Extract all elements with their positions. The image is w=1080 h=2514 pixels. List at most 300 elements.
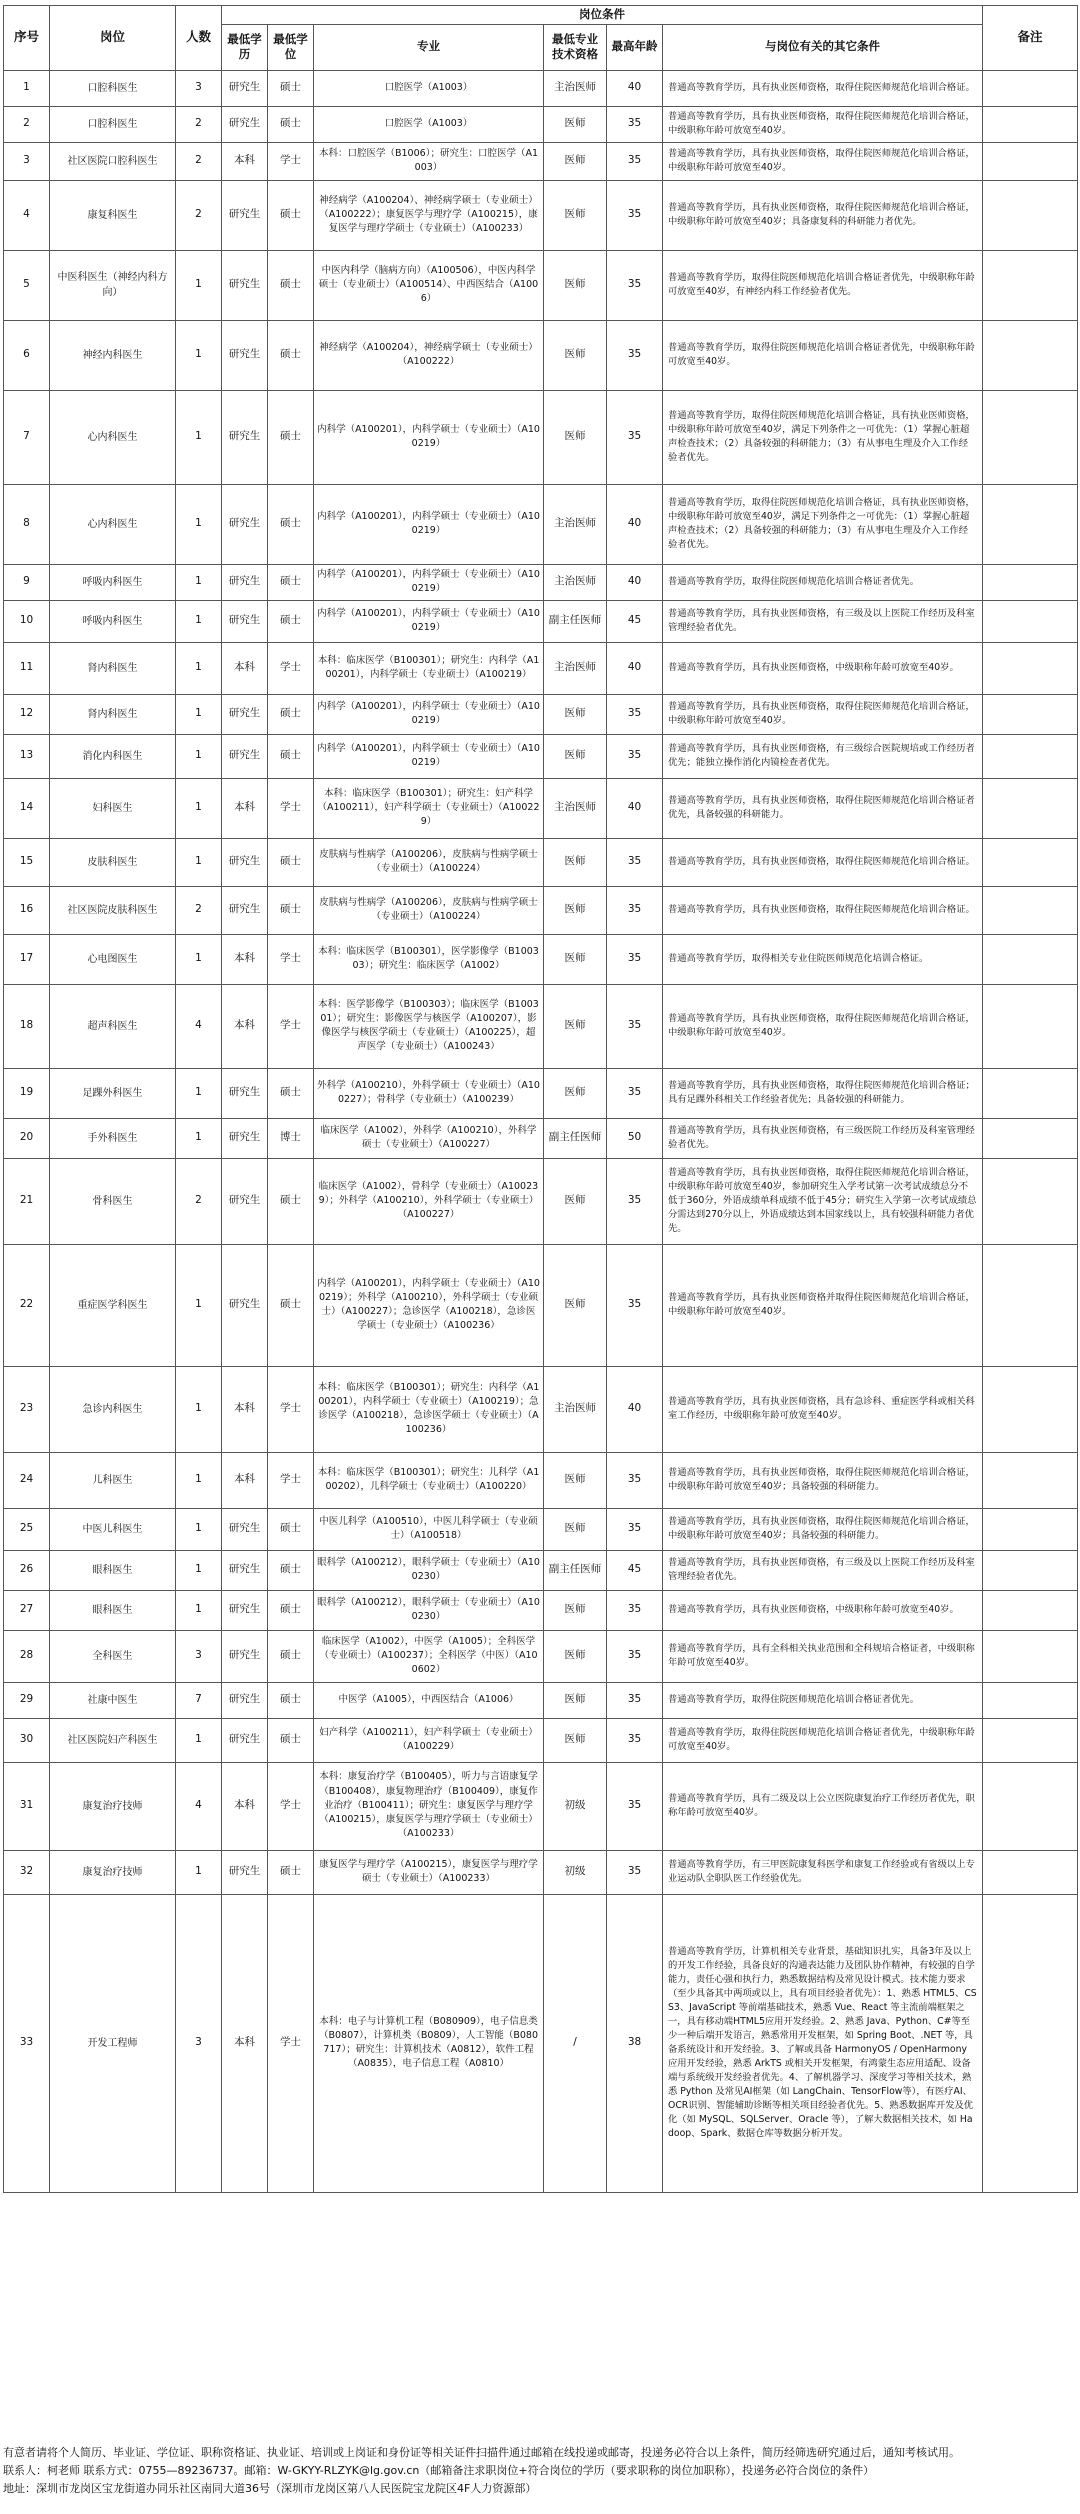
cell-major: 本科：电子与计算机工程（B080909），电子信息类（B0807），计算机类（B0809），人工智能（B080717）；研究生：计算机技术（A0812），软件工程（A0835），电子信息工程（A0810） xyxy=(314,1894,544,2192)
cell-position: 急诊内科医生 xyxy=(50,1366,176,1452)
cell-remark xyxy=(983,934,1078,984)
cell-degree: 硕士 xyxy=(268,838,314,886)
cell-tech-qualification: / xyxy=(544,1894,607,2192)
cell-count: 7 xyxy=(176,1682,222,1718)
cell-tech-qualification: 医师 xyxy=(544,1682,607,1718)
cell-other-conditions: 普通高等教育学历，具有执业医师资格，有三级及以上医院工作经历及科室管理经验者优先。 xyxy=(663,600,983,642)
table-row xyxy=(4,1158,1078,1244)
cell-tech-qualification: 医师 xyxy=(544,106,607,142)
cell-tech-qualification: 副主任医师 xyxy=(544,1550,607,1590)
cell-remark xyxy=(983,1508,1078,1550)
cell-seq: 26 xyxy=(4,1550,50,1590)
cell-tech-qualification: 医师 xyxy=(544,142,607,180)
cell-other-conditions: 普通高等教育学历，具有执业医师资格，中级职称年龄可放宽至40岁。 xyxy=(663,642,983,694)
cell-position: 足踝外科医生 xyxy=(50,1068,176,1118)
cell-remark xyxy=(983,1630,1078,1682)
cell-count: 1 xyxy=(176,250,222,320)
cell-max-age: 40 xyxy=(607,778,663,838)
cell-degree: 硕士 xyxy=(268,70,314,106)
cell-max-age: 35 xyxy=(607,1158,663,1244)
header-count: 人数 xyxy=(176,6,222,71)
cell-position: 肾内科医生 xyxy=(50,694,176,734)
cell-position: 社康中医生 xyxy=(50,1682,176,1718)
cell-degree: 硕士 xyxy=(268,250,314,320)
cell-position: 开发工程师 xyxy=(50,1894,176,2192)
cell-max-age: 35 xyxy=(607,1850,663,1894)
table-row xyxy=(4,1894,1078,2192)
cell-count: 3 xyxy=(176,1630,222,1682)
cell-tech-qualification: 主治医师 xyxy=(544,484,607,564)
cell-position: 神经内科医生 xyxy=(50,320,176,390)
cell-remark xyxy=(983,106,1078,142)
cell-count: 1 xyxy=(176,1244,222,1366)
table-row xyxy=(4,1850,1078,1894)
cell-count: 1 xyxy=(176,1068,222,1118)
cell-tech-qualification: 医师 xyxy=(544,886,607,934)
cell-major: 本科：临床医学（B100301）；研究生：儿科学（A100202），儿科学硕士（专业硕士）（A100220） xyxy=(314,1452,544,1508)
cell-max-age: 35 xyxy=(607,1068,663,1118)
table-row xyxy=(4,778,1078,838)
cell-position: 口腔科医生 xyxy=(50,106,176,142)
table-row xyxy=(4,694,1078,734)
cell-max-age: 40 xyxy=(607,564,663,600)
cell-education: 研究生 xyxy=(222,250,268,320)
cell-other-conditions: 普通高等教育学历，取得住院医师规范化培训合格证，具有执业医师资格，中级职称年龄可放宽至40岁，满足下列条件之一可优先：（1）掌握心脏超声检查技术；（2）具备较强的科研能力；（3）有从事电生理及介入工作经验者优先。 xyxy=(663,390,983,484)
header-remark: 备注 xyxy=(983,6,1078,71)
cell-remark xyxy=(983,320,1078,390)
cell-degree: 硕士 xyxy=(268,484,314,564)
cell-position: 康复治疗技师 xyxy=(50,1762,176,1850)
cell-seq: 2 xyxy=(4,106,50,142)
cell-seq: 24 xyxy=(4,1452,50,1508)
cell-remark xyxy=(983,1850,1078,1894)
cell-count: 1 xyxy=(176,1718,222,1762)
table-row xyxy=(4,1508,1078,1550)
table-row xyxy=(4,934,1078,984)
cell-position: 皮肤科医生 xyxy=(50,838,176,886)
header-major: 专业 xyxy=(314,24,544,70)
cell-position: 超声科医生 xyxy=(50,984,176,1068)
cell-position: 心内科医生 xyxy=(50,484,176,564)
cell-max-age: 35 xyxy=(607,1718,663,1762)
cell-seq: 15 xyxy=(4,838,50,886)
cell-remark xyxy=(983,1550,1078,1590)
cell-education: 研究生 xyxy=(222,180,268,250)
cell-seq: 16 xyxy=(4,886,50,934)
cell-tech-qualification: 医师 xyxy=(544,1718,607,1762)
cell-count: 1 xyxy=(176,778,222,838)
cell-major: 口腔医学（A1003） xyxy=(314,106,544,142)
cell-position: 社区医院皮肤科医生 xyxy=(50,886,176,934)
cell-education: 研究生 xyxy=(222,1850,268,1894)
cell-seq: 32 xyxy=(4,1850,50,1894)
table-row xyxy=(4,1590,1078,1630)
cell-max-age: 35 xyxy=(607,106,663,142)
cell-remark xyxy=(983,1118,1078,1158)
header-position: 岗位 xyxy=(50,6,176,71)
cell-other-conditions: 普通高等教育学历，具有执业医师资格，有三级综合医院规培或工作经历者优先；能独立操作消化内镜检查者优先。 xyxy=(663,734,983,778)
cell-major: 妇产科学（A100211），妇产科学硕士（专业硕士）（A100229） xyxy=(314,1718,544,1762)
cell-position: 全科医生 xyxy=(50,1630,176,1682)
cell-degree: 硕士 xyxy=(268,180,314,250)
cell-other-conditions: 普通高等教育学历，具有执业医师资格，取得住院医师规范化培训合格证，中级职称年龄可放宽至40岁。 xyxy=(663,106,983,142)
cell-major: 临床医学（A1002），外科学（A100210），外科学硕士（专业硕士）（A100227） xyxy=(314,1118,544,1158)
header-other-conditions: 与岗位有关的其它条件 xyxy=(663,24,983,70)
cell-seq: 9 xyxy=(4,564,50,600)
cell-tech-qualification: 医师 xyxy=(544,734,607,778)
cell-major: 临床医学（A1002），中医学（A1005）；全科医学（专业硕士）（A100237）；全科医学（中医）（A100602） xyxy=(314,1630,544,1682)
contact-footer xyxy=(3,2444,1077,2498)
cell-tech-qualification: 主治医师 xyxy=(544,642,607,694)
cell-count: 3 xyxy=(176,70,222,106)
cell-education: 研究生 xyxy=(222,390,268,484)
cell-major: 中医儿科学（A100510），中医儿科学硕士（专业硕士）（A100518） xyxy=(314,1508,544,1550)
table-row xyxy=(4,320,1078,390)
table-row xyxy=(4,142,1078,180)
cell-count: 2 xyxy=(176,180,222,250)
cell-other-conditions: 普通高等教育学历，取得相关专业住院医师规范化培训合格证。 xyxy=(663,934,983,984)
table-row xyxy=(4,984,1078,1068)
cell-major: 皮肤病与性病学（A100206），皮肤病与性病学硕士（专业硕士）（A100224） xyxy=(314,838,544,886)
cell-other-conditions: 普通高等教育学历，具有执业医师资格，具有急诊科、重症医学科或相关科室工作经历，中级职称年龄可放宽至40岁。 xyxy=(663,1366,983,1452)
cell-education: 研究生 xyxy=(222,1158,268,1244)
cell-degree: 硕士 xyxy=(268,1630,314,1682)
cell-seq: 28 xyxy=(4,1630,50,1682)
cell-tech-qualification: 医师 xyxy=(544,1068,607,1118)
cell-position: 心电图医生 xyxy=(50,934,176,984)
cell-seq: 23 xyxy=(4,1366,50,1452)
cell-count: 1 xyxy=(176,600,222,642)
cell-other-conditions: 普通高等教育学历，具有二级及以上公立医院康复治疗工作经历者优先，职称年龄可放宽至40岁。 xyxy=(663,1762,983,1850)
cell-tech-qualification: 副主任医师 xyxy=(544,1118,607,1158)
cell-count: 4 xyxy=(176,1762,222,1850)
cell-degree: 硕士 xyxy=(268,886,314,934)
cell-count: 1 xyxy=(176,1550,222,1590)
cell-count: 1 xyxy=(176,390,222,484)
cell-education: 研究生 xyxy=(222,564,268,600)
cell-major: 口腔医学（A1003） xyxy=(314,70,544,106)
cell-remark xyxy=(983,1894,1078,2192)
cell-max-age: 35 xyxy=(607,1762,663,1850)
cell-max-age: 35 xyxy=(607,250,663,320)
cell-major: 中医学（A1005），中西医结合（A1006） xyxy=(314,1682,544,1718)
cell-max-age: 35 xyxy=(607,984,663,1068)
cell-max-age: 35 xyxy=(607,694,663,734)
cell-remark xyxy=(983,642,1078,694)
cell-education: 本科 xyxy=(222,1762,268,1850)
cell-education: 研究生 xyxy=(222,1550,268,1590)
cell-remark xyxy=(983,390,1078,484)
address: 地址：深圳市龙岗区宝龙街道办同乐社区南同大道36号（深圳市龙岗区第八人民医院宝龙院区4F人力资源部） xyxy=(3,2482,537,2495)
cell-tech-qualification: 医师 xyxy=(544,1630,607,1682)
cell-count: 1 xyxy=(176,1508,222,1550)
cell-seq: 17 xyxy=(4,934,50,984)
cell-remark xyxy=(983,984,1078,1068)
cell-count: 2 xyxy=(176,886,222,934)
cell-tech-qualification: 主治医师 xyxy=(544,70,607,106)
cell-remark xyxy=(983,1068,1078,1118)
cell-degree: 学士 xyxy=(268,1366,314,1452)
cell-remark xyxy=(983,600,1078,642)
cell-remark xyxy=(983,1244,1078,1366)
cell-max-age: 35 xyxy=(607,180,663,250)
cell-seq: 29 xyxy=(4,1682,50,1718)
table-row xyxy=(4,886,1078,934)
cell-major: 皮肤病与性病学（A100206），皮肤病与性病学硕士（专业硕士）（A100224） xyxy=(314,886,544,934)
cell-education: 本科 xyxy=(222,142,268,180)
cell-remark xyxy=(983,1452,1078,1508)
cell-count: 1 xyxy=(176,1118,222,1158)
cell-tech-qualification: 主治医师 xyxy=(544,778,607,838)
table-row xyxy=(4,1366,1078,1452)
cell-education: 本科 xyxy=(222,1894,268,2192)
cell-degree: 硕士 xyxy=(268,1682,314,1718)
cell-other-conditions: 普通高等教育学历，具有执业医师资格，取得住院医师规范化培训合格证，中级职称年龄可放宽至40岁；具备较强的科研能力。 xyxy=(663,1452,983,1508)
cell-count: 1 xyxy=(176,642,222,694)
cell-position: 骨科医生 xyxy=(50,1158,176,1244)
cell-position: 手外科医生 xyxy=(50,1118,176,1158)
cell-tech-qualification: 医师 xyxy=(544,250,607,320)
cell-position: 社区医院妇产科医生 xyxy=(50,1718,176,1762)
cell-other-conditions: 普通高等教育学历，具有执业医师资格，有三级及以上医院工作经历及科室管理经验者优先。 xyxy=(663,1550,983,1590)
header-tech-qualification: 最低专业技术资格 xyxy=(544,24,607,70)
cell-max-age: 35 xyxy=(607,934,663,984)
cell-education: 研究生 xyxy=(222,1630,268,1682)
cell-position: 妇科医生 xyxy=(50,778,176,838)
cell-degree: 博士 xyxy=(268,1118,314,1158)
header-seq: 序号 xyxy=(4,6,50,71)
cell-tech-qualification: 医师 xyxy=(544,320,607,390)
cell-degree: 硕士 xyxy=(268,1068,314,1118)
cell-education: 研究生 xyxy=(222,838,268,886)
cell-count: 1 xyxy=(176,734,222,778)
cell-education: 本科 xyxy=(222,1452,268,1508)
cell-max-age: 35 xyxy=(607,142,663,180)
cell-other-conditions: 普通高等教育学历，具有执业医师资格，取得住院医师规范化培训合格证；具有足踝外科相关工作经验者优先；具备较强的科研能力。 xyxy=(663,1068,983,1118)
cell-count: 2 xyxy=(176,1158,222,1244)
cell-count: 1 xyxy=(176,1366,222,1452)
cell-max-age: 35 xyxy=(607,1244,663,1366)
cell-remark xyxy=(983,180,1078,250)
cell-education: 本科 xyxy=(222,1366,268,1452)
cell-other-conditions: 普通高等教育学历，计算机相关专业背景，基础知识扎实，具备3年及以上的开发工作经验，具备良好的沟通表达能力及团队协作精神，有较强的自学能力，责任心强和执行力，熟悉数据结构及常见设计模式。技术能力要求（至少具备其中两项或以上，具有项目经验者优先）：1、熟悉 HTML5、CSS3、JavaScript 等前端基础技术，熟悉 Vue、React 等主流前端框架之一，具有移动端HTML5应用开发经验。2、熟悉 Java、Python、C#等至少一种后端开发语言，熟悉常用开发框架，如 Spring Boot、.NET 等，具备系统设计和开发经验。3、了解或具备 HarmonyOS / OpenHarmony 应用开发经验，熟悉 ArkTS 或相关开发框架，有鸿蒙生态应用适配、设备端与系统级开发经验者优先。4、了解机器学习、深度学习等相关技术，熟悉 Python 及常见AI框架（如 LangChain、TensorFlow等），有医疗AI、OCR识别、智能辅助诊断等相关项目经验者优先。5、熟悉数据库开发及优化（如 MySQL、SQLServer、Oracle 等），了解大数据相关技术，如 Hadoop、Spark、数据仓库等数据分析开发。 xyxy=(663,1894,983,2192)
cell-tech-qualification: 副主任医师 xyxy=(544,600,607,642)
table-row xyxy=(4,1068,1078,1118)
cell-remark xyxy=(983,694,1078,734)
cell-education: 研究生 xyxy=(222,1718,268,1762)
cell-position: 眼科医生 xyxy=(50,1550,176,1590)
cell-seq: 20 xyxy=(4,1118,50,1158)
cell-tech-qualification: 医师 xyxy=(544,694,607,734)
cell-education: 研究生 xyxy=(222,70,268,106)
cell-count: 1 xyxy=(176,934,222,984)
cell-education: 研究生 xyxy=(222,734,268,778)
cell-degree: 学士 xyxy=(268,1762,314,1850)
cell-count: 1 xyxy=(176,564,222,600)
table-row xyxy=(4,70,1078,106)
cell-education: 研究生 xyxy=(222,320,268,390)
cell-position: 儿科医生 xyxy=(50,1452,176,1508)
cell-education: 研究生 xyxy=(222,1590,268,1630)
cell-position: 康复治疗技师 xyxy=(50,1850,176,1894)
cell-seq: 18 xyxy=(4,984,50,1068)
cell-position: 康复科医生 xyxy=(50,180,176,250)
cell-major: 本科：临床医学（B100301）；研究生：妇产科学（A100211），妇产科学硕士（专业硕士）（A100229） xyxy=(314,778,544,838)
cell-max-age: 35 xyxy=(607,886,663,934)
cell-major: 内科学（A100201），内科学硕士（专业硕士）（A100219） xyxy=(314,694,544,734)
cell-other-conditions: 普通高等教育学历，具有全科相关执业范围和全科规培合格证者，中级职称年龄可放宽至40岁。 xyxy=(663,1630,983,1682)
cell-count: 1 xyxy=(176,1850,222,1894)
cell-max-age: 40 xyxy=(607,642,663,694)
table-row xyxy=(4,1244,1078,1366)
cell-major: 本科：口腔医学（B1006）；研究生：口腔医学（A1003） xyxy=(314,142,544,180)
cell-education: 研究生 xyxy=(222,694,268,734)
cell-tech-qualification: 医师 xyxy=(544,1244,607,1366)
cell-other-conditions: 普通高等教育学历，取得住院医师规范化培训合格证者优先，中级职称年龄可放宽至40岁，有神经内科工作经验者优先。 xyxy=(663,250,983,320)
cell-degree: 硕士 xyxy=(268,1550,314,1590)
cell-position: 心内科医生 xyxy=(50,390,176,484)
cell-major: 内科学（A100201），内科学硕士（专业硕士）（A100219） xyxy=(314,484,544,564)
cell-other-conditions: 普通高等教育学历，取得住院医师规范化培训合格证，具有执业医师资格，中级职称年龄可放宽至40岁，满足下列条件之一可优先：（1）掌握心脏超声检查技术；（2）具备较强的科研能力；（3）有从事电生理及介入工作经验者优先。 xyxy=(663,484,983,564)
cell-degree: 硕士 xyxy=(268,694,314,734)
cell-count: 1 xyxy=(176,1452,222,1508)
table-row xyxy=(4,180,1078,250)
cell-major: 眼科学（A100212），眼科学硕士（专业硕士）（A100230） xyxy=(314,1590,544,1630)
job-rows xyxy=(4,70,1078,2192)
cell-major: 本科：临床医学（B100301）；研究生：内科学（A100201），内科学硕士（专业硕士）（A100219）；急诊医学（A100218），急诊医学硕士（专业硕士）（A100236） xyxy=(314,1366,544,1452)
cell-position: 中医科医生（神经内科方向） xyxy=(50,250,176,320)
cell-major: 本科：临床医学（B100301）；研究生：内科学（A100201），内科学硕士（专业硕士）（A100219） xyxy=(314,642,544,694)
cell-other-conditions: 普通高等教育学历，具有执业医师资格并取得住院医师规范化培训合格证，中级职称年龄可放宽至40岁。 xyxy=(663,1244,983,1366)
cell-seq: 4 xyxy=(4,180,50,250)
cell-major: 康复医学与理疗学（A100215），康复医学与理疗学硕士（专业硕士）（A100233） xyxy=(314,1850,544,1894)
header-degree: 最低学位 xyxy=(268,24,314,70)
cell-degree: 硕士 xyxy=(268,1158,314,1244)
cell-other-conditions: 普通高等教育学历，取得住院医师规范化培训合格证者优先。 xyxy=(663,1682,983,1718)
header-conditions-group: 岗位条件 xyxy=(222,6,983,25)
cell-max-age: 45 xyxy=(607,600,663,642)
cell-seq: 25 xyxy=(4,1508,50,1550)
cell-other-conditions: 普通高等教育学历，具有执业医师资格，取得住院医师规范化培训合格证，中级职称年龄可放宽至40岁，参加研究生入学考试第一次考试成绩总分不低于360分，外语成绩单科成绩不低于45分；研究生入学第一次考试成绩总分需达到270分以上，外语成绩达到本国家线以上，具有较强科研能力者优先。 xyxy=(663,1158,983,1244)
cell-tech-qualification: 医师 xyxy=(544,390,607,484)
cell-education: 研究生 xyxy=(222,1682,268,1718)
cell-seq: 11 xyxy=(4,642,50,694)
cell-seq: 22 xyxy=(4,1244,50,1366)
table-row xyxy=(4,600,1078,642)
cell-max-age: 35 xyxy=(607,1630,663,1682)
table-row xyxy=(4,390,1078,484)
cell-remark xyxy=(983,838,1078,886)
cell-remark xyxy=(983,1158,1078,1244)
cell-education: 研究生 xyxy=(222,1244,268,1366)
cell-max-age: 35 xyxy=(607,838,663,886)
cell-tech-qualification: 医师 xyxy=(544,1590,607,1630)
cell-remark xyxy=(983,778,1078,838)
cell-max-age: 35 xyxy=(607,1590,663,1630)
cell-education: 本科 xyxy=(222,934,268,984)
cell-degree: 硕士 xyxy=(268,1508,314,1550)
cell-tech-qualification: 医师 xyxy=(544,180,607,250)
cell-other-conditions: 普通高等教育学历，具有执业医师资格，取得住院医师规范化培训合格证，中级职称年龄可放宽至40岁。 xyxy=(663,142,983,180)
cell-seq: 3 xyxy=(4,142,50,180)
cell-other-conditions: 普通高等教育学历，取得住院医师规范化培训合格证者优先。 xyxy=(663,564,983,600)
cell-other-conditions: 普通高等教育学历，具有执业医师资格，取得住院医师规范化培训合格证。 xyxy=(663,838,983,886)
cell-tech-qualification: 医师 xyxy=(544,1508,607,1550)
header-max-age: 最高年龄 xyxy=(607,24,663,70)
cell-degree: 学士 xyxy=(268,1894,314,2192)
cell-count: 1 xyxy=(176,838,222,886)
cell-remark xyxy=(983,70,1078,106)
cell-position: 重症医学科医生 xyxy=(50,1244,176,1366)
cell-remark xyxy=(983,1366,1078,1452)
cell-count: 4 xyxy=(176,984,222,1068)
cell-education: 研究生 xyxy=(222,600,268,642)
cell-education: 研究生 xyxy=(222,106,268,142)
recruitment-table xyxy=(3,5,1078,2193)
cell-degree: 硕士 xyxy=(268,734,314,778)
table-row xyxy=(4,1630,1078,1682)
cell-tech-qualification: 初级 xyxy=(544,1850,607,1894)
cell-other-conditions: 普通高等教育学历，具有执业医师资格，取得住院医师规范化培训合格证者优先，具备较强的科研能力。 xyxy=(663,778,983,838)
cell-major: 内科学（A100201），内科学硕士（专业硕士）（A100219） xyxy=(314,564,544,600)
cell-degree: 硕士 xyxy=(268,1850,314,1894)
cell-major: 内科学（A100201），内科学硕士（专业硕士）（A100219） xyxy=(314,390,544,484)
cell-seq: 13 xyxy=(4,734,50,778)
cell-other-conditions: 普通高等教育学历，具有执业医师资格，中级职称年龄可放宽至40岁。 xyxy=(663,1590,983,1630)
cell-other-conditions: 普通高等教育学历，具有执业医师资格，取得住院医师规范化培训合格证。 xyxy=(663,70,983,106)
cell-remark xyxy=(983,142,1078,180)
cell-major: 本科：康复治疗学（B100405），听力与言语康复学（B100408），康复物理治疗（B100409），康复作业治疗（B100411）；研究生：康复医学与理疗学（A100215），康复医学与理疗学硕士（专业硕士）（A100233） xyxy=(314,1762,544,1850)
cell-max-age: 50 xyxy=(607,1118,663,1158)
cell-major: 内科学（A100201），内科学硕士（专业硕士）（A100219）；外科学（A100210），外科学硕士（专业硕士）（A100227）；急诊医学（A100218），急诊医学硕士（专业硕士）（A100236） xyxy=(314,1244,544,1366)
cell-position: 眼科医生 xyxy=(50,1590,176,1630)
cell-degree: 硕士 xyxy=(268,600,314,642)
cell-seq: 14 xyxy=(4,778,50,838)
application-note: 有意者请将个人简历、毕业证、学位证、职称资格证、执业证、培训或上岗证和身份证等相关证件扫描件通过邮箱在线投递或邮寄，投递务必符合以上条件，简历经筛选研究通过后，通知考核试用。 xyxy=(3,2446,960,2459)
table-row xyxy=(4,250,1078,320)
cell-other-conditions: 普通高等教育学历，具有执业医师资格，取得住院医师规范化培训合格证，中级职称年龄可放宽至40岁；具备康复科的科研能力者优先。 xyxy=(663,180,983,250)
cell-degree: 学士 xyxy=(268,142,314,180)
cell-other-conditions: 普通高等教育学历，取得住院医师规范化培训合格证者优先，中级职称年龄可放宽至40岁。 xyxy=(663,320,983,390)
table-row xyxy=(4,106,1078,142)
cell-degree: 硕士 xyxy=(268,1244,314,1366)
cell-remark xyxy=(983,564,1078,600)
cell-education: 研究生 xyxy=(222,1118,268,1158)
table-row xyxy=(4,1118,1078,1158)
cell-other-conditions: 普通高等教育学历，具有执业医师资格，有三级医院工作经历及科室管理经验者优先。 xyxy=(663,1118,983,1158)
cell-tech-qualification: 主治医师 xyxy=(544,1366,607,1452)
cell-max-age: 35 xyxy=(607,1682,663,1718)
cell-seq: 12 xyxy=(4,694,50,734)
header-education: 最低学历 xyxy=(222,24,268,70)
cell-position: 社区医院口腔科医生 xyxy=(50,142,176,180)
cell-count: 1 xyxy=(176,694,222,734)
table-row xyxy=(4,734,1078,778)
cell-major: 中医内科学（脑病方向）（A100506），中医内科学硕士（专业硕士）（A100514）、中西医结合（A1006） xyxy=(314,250,544,320)
cell-education: 研究生 xyxy=(222,886,268,934)
cell-major: 神经病学（A100204），神经病学硕士（专业硕士）（A100222） xyxy=(314,320,544,390)
table-row xyxy=(4,1682,1078,1718)
cell-position: 呼吸内科医生 xyxy=(50,564,176,600)
cell-other-conditions: 普通高等教育学历，具有执业医师资格，取得住院医师规范化培训合格证，中级职称年龄可放宽至40岁；具备较强的科研能力。 xyxy=(663,1508,983,1550)
cell-seq: 5 xyxy=(4,250,50,320)
cell-position: 口腔科医生 xyxy=(50,70,176,106)
cell-other-conditions: 普通高等教育学历，具有执业医师资格，取得住院医师规范化培训合格证，中级职称年龄可放宽至40岁。 xyxy=(663,694,983,734)
table-row xyxy=(4,1452,1078,1508)
cell-remark xyxy=(983,1682,1078,1718)
table-row xyxy=(4,642,1078,694)
cell-major: 临床医学（A1002），骨科学（专业硕士）（A100239）；外科学（A100210），外科学硕士（专业硕士）（A100227） xyxy=(314,1158,544,1244)
